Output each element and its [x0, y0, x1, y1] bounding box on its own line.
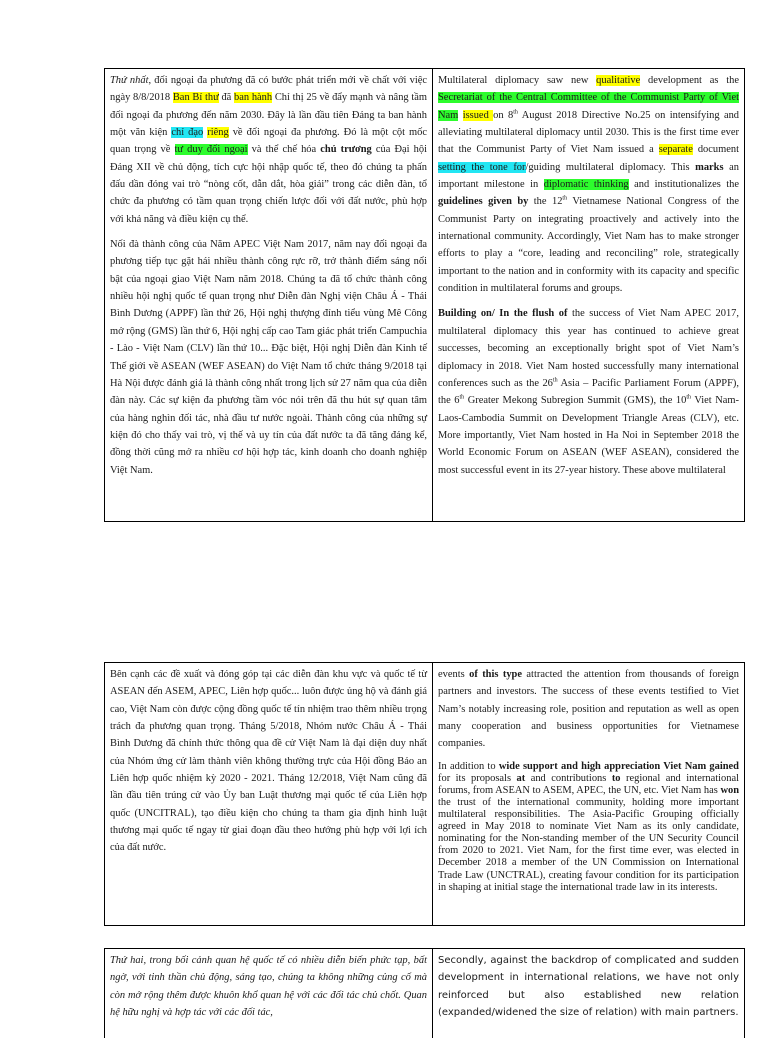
english-cell [433, 663, 744, 925]
vi-paragraph-3: Bên cạnh các đề xuất và đóng góp tại các diễn đàn khu vực và quốc tế từ ASEAN đến ASEM, APEC, Liên hợp quốc... luôn được ủng hộ và đánh giá cao, Việt Nam còn được cộng đồng quốc tế tín nhiệm trao thêm nhiều trọng trách đa phương quan trọng. Tháng 5/2018, Nhóm nước Châu Á - Thái Bình Dương đã chính thức thông qua đề cử Việt Nam là đại diện duy nhất của Nhóm ứng cử làm thành viên không thường trực của Hội đồng Bảo an Liên hợp quốc nhiệm kỳ 2020 - 2021. Tháng 12/2018, Việt Nam cũng đã lần đầu tiên trúng cử vào Ủy ban Luật thương mại quốc tế của Liên hợp quốc (UNCITRAL), tạo điều kiện cho chúng ta tham gia định hình luật thương mại quốc tế ngay từ giai đoạn đầu theo hướng phù hợp với lợi ích của đất nước. [110, 669, 427, 854]
vietnamese-cell [105, 69, 433, 521]
translation-table-2 [104, 662, 745, 926]
translation-table-3 [104, 948, 745, 1038]
english-cell [433, 69, 744, 521]
en-paragraph-4: In addition to wide support and high appreciation Viet Nam gained for its proposals at and contributions to regional and international forums, from ASEAN to ASEM, APEC, the UN, etc. Viet Nam has won the trust of the international community, holding more important multilateral responsibilities. The Asia-Pacific Grouping officially agreed in May 2018 to nominate Viet Nam as its only candidate, nominating for the Non-standing member of the UN Security Council from 2020 to 2021. Viet Nam, for the first time ever, was elected in December 2018 a member of the UN Commission on International Trade Law (UNCTRAL), creating favour condition for its participation in shaping at initial stage the international trade law in its interests. [438, 760, 740, 893]
en-paragraph-3: events of this type attracted the attention from thousands of foreign partners and investors. The success of these events testified to Viet Nam’s notably increasing role, position and reputation as well as open many cooperation and business opportunities for Vietnamese companies. [438, 669, 739, 750]
en-paragraph-2: Building on/ In the flush of the success of Viet Nam APEC 2017, multilateral diplomacy this year has continued to achieve great successes, becoming an exceptionally bright spot of Viet Nam’s diplomacy in 2018. Viet Nam hosted successfully many international conferences such as the 26th Asia – Pacific Parliament Forum (APPF), the 6th Greater Mekong Subregion Summit (GMS), the 10th Viet Nam-Laos-Cambodia Summit on Development Triangle Areas (CLV), etc. More importantly, Viet Nam hosted in Ha Noi in September 2018 the World Economic Forum on ASEAN (WEF ASEAN), considered the most successful event in its 27-year history. These above multilateral [438, 308, 739, 476]
vi-paragraph-1: Thứ nhất, đối ngoại đa phương đã có bước phát triển mới về chất với việc ngày 8/8/2018 Ban Bí thư đã ban hành Chỉ thị 25 về đẩy mạnh và nâng tầm đối ngoại đa phương đến năm 2030. Đây là lần đầu tiên Đảng ta ban hành một văn kiện chỉ đạo riêng về đối ngoại đa phương. Đó là một cột mốc quan trọng về tư duy đối ngoại và thể chế hóa chủ trương của Đại hội Đảng XII về chủ động, tích cực hội nhập quốc tế, theo đó chúng ta phấn đấu dần đóng vai trò “nòng cốt, dẫn dắt, hòa giải” trong các diễn đàn, tổ chức đa phương có tầm quan trọng chiến lược đối với đất nước, phù hợp với khả năng và điều kiện cụ thể. [110, 75, 428, 225]
english-cell [433, 949, 744, 1038]
vietnamese-cell [105, 663, 433, 925]
en-paragraph-5: Secondly, against the backdrop of complicated and sudden development in international relations, we have not only reinforced but also established new relation (expanded/widened the size of relation) with main partners. [438, 955, 739, 1019]
translation-table-1 [104, 68, 745, 522]
en-paragraph-1: Multilateral diplomacy saw new qualitative development as the Secretariat of the Central Committee of the Communist Party of Viet Nam issued on 8th August 2018 Directive No.25 on intensifying and alleviating multilateral diplomacy until 2030. This is the first time ever that the Communist Party of Viet Nam issued a separate document setting the tone for/guiding multilateral diplomacy. This marks an important milestone in diplomatic thinking and institutionalizes the guidelines given by the 12th Vietnamese National Congress of the Communist Party on integrating proactively and actively into the international community. Accordingly, Viet Nam has to make stronger efforts to play a “core, leading and reconciling” role, strategically important to the nation and in conformity with its capacity and specific condition in multilateral forums and groups. [438, 75, 740, 295]
vi-paragraph-4: Thứ hai, trong bối cảnh quan hệ quốc tế có nhiều diễn biến phức tạp, bất ngờ, với tinh thần chủ động, sáng tạo, chúng ta không những củng cố mà còn mở rộng thêm được khuôn khổ quan hệ với các đối tác chủ chốt. Quan hệ hữu nghị và hợp tác với các đối tác, [110, 955, 427, 1019]
vi-paragraph-2: Nối đà thành công của Năm APEC Việt Nam 2017, năm nay đối ngoại đa phương tiếp tục gặt hái nhiều thành công rực rỡ, trở thành điểm sáng nổi bật của ngoại giao Việt Nam năm 2018. Chúng ta đã tổ chức thành công nhiều hội nghị quốc tế quan trọng như Diễn đàn Nghị viện Châu Á - Thái Bình Dương (APPF) lần thứ 26, Hội nghị thượng đỉnh tiểu vùng Mê Công mở rộng (GMS) lần thứ 6, Hội nghị cấp cao Tam giác phát triển Campuchia - Lào - Việt Nam (CLV) lần thứ 10... Đặc biệt, Hội nghị Diễn đàn Kinh tế Thế giới về ASEAN (WEF ASEAN) do Việt Nam tổ chức tháng 9/2018 tại Hà Nội được đánh giá là thành công nhất trong lịch sử 27 năm qua của diễn đàn này. Các sự kiện đa phương tầm vóc nói trên đã thu hút sự quan tâm của hàng nghìn đối tác, nhà đầu tư nước ngoài. Thành công của những sự kiện đó cho thấy vai trò, vị thế và uy tín của đất nước ta đã tăng đáng kể, đồng thời cũng mở ra nhiều cơ hội hợp tác, kinh doanh cho doanh nghiệp Việt Nam. [110, 239, 427, 476]
vietnamese-cell [105, 949, 433, 1038]
